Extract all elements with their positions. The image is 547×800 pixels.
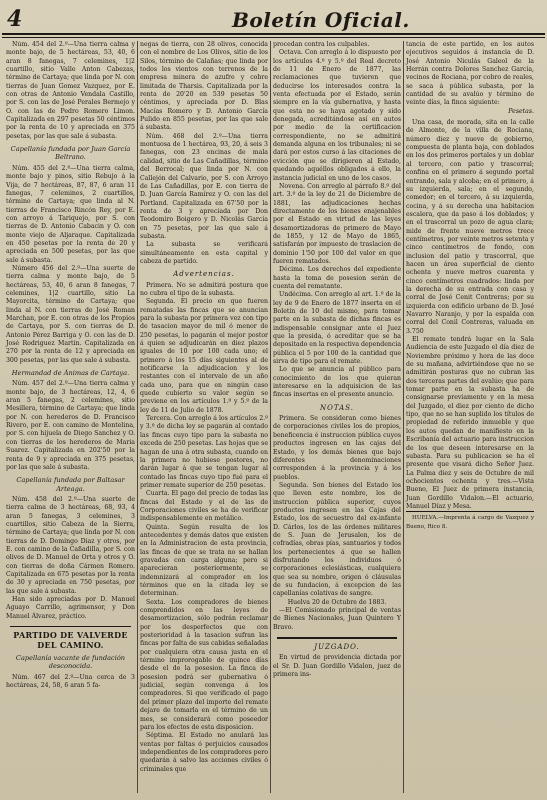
paragraph: Cuarta. El pago del precio de todas las fincas del Estado y el de las de Corporaciones civiles se ha de verificar indispensablemente en metálico.	[140, 490, 268, 523]
paragraph: Séptima. El Estado no anulará las ventas por faltas ó perjuicios causados independientes de los compradores pero quedarán á salvo las acciones civiles ó criminales que	[140, 732, 268, 773]
paragraph: Núm. 458 del 2.º—Una suerte de tierra calma de 3 hectáreas, 68, 93, 4 aran 5 fanegas, 3 celemines, 3 cuartillos, sitio Cabeza de la Sierra, término de Cartaya; que linda por N. con tierras de D. Domingo Diaz y otros, por E. con camino de la Cañadilla, por S. con olivos de D. Manuel de Orta y otros y O. con tierras de doña Cármen Romero. Capitalizada en 675 pesetas por la renta de 30 y apreciada en 750 pesetas, por las que sale á subasta.	[6, 495, 135, 595]
masthead-title: Boletín Oficial.	[232, 8, 410, 32]
paragraph: Núm. 457 del 2.º—Una tierra calma y monte bajo, de 3 hectáreas, 12, 4, 6 aran 5 fanegas, 2 celemines, sitio Mesillera, término de Cartaya; que linda por N. con herederos de D. Francisco Rivero, por E. con camino de Montelina, por S. con hijuela de Diego Sanchez y O. con tierras de los herederos de Maria Suarez. Capitalizada en 202'50 por la renta de 9 y apreciada en 375 pesetas, por las que sale á subasta.	[6, 380, 135, 471]
paragraph: En virtud de providencia dictada por el Sr. D. Juan Gordillo Vidalon, juez de primera ins-	[273, 654, 401, 679]
page-number: 4	[7, 6, 23, 32]
paragraph: La subasta se verificará simultáneamente en esta capital y cabeza de partido.	[140, 241, 268, 265]
paragraph: Octava. Con arreglo á lo dispuesto por los artículos 4.º y 5.º del Real decreto de 11 de Enero de 1877, las reclamaciones que tuvieren que deducirse los interesados contra la venta efectuada por el Estado, serán siempre en la vía gubernativa, y hasta que esta no se haya agotado y sido denegada, acreditándose así en autos por medio de la certificacion correspondiente, no se admitirá demanda alguna en los tribunales; ni se dará por estos curso á las citaciones de evicción que se dirigieren al Estado, quedando aquéllos obligados á ello, la instancia judicial en uno de los casos.	[273, 49, 401, 182]
notas-heading: NOTAS.	[320, 403, 354, 412]
paragraph: Décima. Los derechos del expediente hasta la toma de posesion serán de cuenta del rematante.	[273, 266, 401, 290]
header-rule	[2, 33, 545, 35]
pesetas-label: Pesetas.	[508, 107, 534, 115]
partido-title: PARTIDO DE VALVERDE DEL CAMINO.	[13, 630, 128, 651]
paragraph: procedan contra los culpables.	[273, 41, 370, 48]
column-3	[270, 41, 403, 793]
section-heading: Capellanía fundada por Juan García Beltrano.	[10, 145, 131, 162]
printer-imprint: HUELVA.—Imprenta á cargo de Vazquez y Bueno, Rico 8.	[406, 511, 534, 531]
paragraph: Primera. No se admitirá postura que no cubra el tipo de la subasta.	[140, 281, 268, 297]
section-heading: Capellanía fundada por Baltasar Arteaga.	[16, 476, 125, 493]
paragraph: Número 456 del 2.º—Una suerte de tierra calma y monte bajo, de 5 hectáreas, 53, 40, 6 aran 8 fanegas, 7 celemines, 1|2 cuartillo, sitio La Mayorcita, término de Cartaya; que linda al N. con tierras de José Roman Marchan, por E. con otras de los Propios de Cartaya, por S. con tierras de D. Antonio Pérez Barriga y O. con las de D. José Rodriguez Martin. Capitalizada en 270 por la renta de 12 y apreciada en 300 pesetas, por las que sale á subasta.	[6, 264, 135, 364]
header-rule-thin	[2, 37, 545, 38]
paragraph: Núm. 455 del 2.º—Una tierra calma, monte bajo y pinos, sitio Rebujo á la Vija, de 7 hectáreas, 87, 87, 6 aran 11 fanegas, 7 celemines, 2 cuartillos, término de Cartaya; que linda al N. tierras de Francisco Rincón Rey, por E. con arroyo á Tariquejo, por S. con tierras de D. Antonio Cabacin y O. con monte viejo de Aljaraque. Capitalizada en 450 pesetas por la renta de 20 y apreciada en 500 pesetas, por las que sale á subasta.	[6, 164, 135, 264]
paragraph: Primera. Se consideran como bienes de corporaciones civiles los de propios, beneficencia é instruccion pública cuyos productos ingresen en las cajas del Estado, y los demás bienes que bajo diferentes denominaciones corresponden á la provincia y á los pueblos.	[273, 415, 401, 481]
paragraph: Sexta. Los compradores de bienes comprendidos en las leyes de desamortizacion, sólo podrán reclamar por los desperfectos que con posterioridad á la tasacion sufran las fincas por falta de sus cabidas señaladas por cualquiera otra causa justa en el término improrogable de quince días desde el de la posesion. La finca de posesion podrá ser gubernativa ó judicial, según convenga á los compradores. Si que verificado el pago del primer plazo del importe del remate dejare de tomarla en el término de un mes, se considerará como poseedor para los efectos de esta disposicion.	[140, 598, 268, 731]
advertencias-heading: Advertencias.	[173, 270, 235, 279]
paragraph: Undécima. Con arreglo al art. 1.º de la ley de 9 de Enero de 1877 inserta en el Boletín de 10 del mismo, para tomar parte en la subasta de dichas fincas es indispensable consignar ante el Juez que la presida, ó acreditar que se ha depositado en la respectiva dependencia pública el 5 por 100 de la cantidad que sirva de tipo para el remate.	[273, 291, 402, 366]
date-line: Huelva 20 de Octubre de 1883.	[287, 598, 387, 606]
paragraph: Segunda. Son bienes del Estado los que lleven este nombre, los de instruccion pública superior, cuyos productos ingresen en las Cajas del Estado, los de secuestro del ex-infante D. Cárlos, los de las órdenes militares de S. Juan de Jerusalen, los de cofradías, obras pías, santuarios y todos los pertenecientes á que se hallen disfrutando los individuos ó corporaciones eclesiásticas, cualquiera que sea su nombre, origen ó cláusulas de su fundacion, á excepcion de las capellanías colativas de sangre.	[273, 481, 401, 598]
paragraph: Núm. 467 del 2.º—Una cerca de 3 hectáreas, 24, 58, 6 aran 5 fa-	[6, 673, 135, 690]
paragraph: Lo que se anuncia al público para conocimiento de los que quieran interesarse en la adquisicion de las fincas insertas en el presente anuncio.	[273, 366, 401, 399]
juzgado-heading: JUZGADO.	[314, 643, 360, 652]
signature-line: —El Comisionado principal de ventas de Bienes Nacionales, Juan Quintero Y Bravo.	[273, 607, 401, 631]
paragraph: Núm. 454 del 2.º—Una tierra calma y monte bajo, de 5 hectáreas, 53, 40, 6 aran 8 fanegas, 7 celemines, 1|2 cuartillo, sitio Valle Anton Cabezas, término de Cartaya; que linda por N. con tierras de Juan Gomez Vazquez, por E. con otras de Antonio Vendala Castillo, por S. con las de José Perales Bermejo y O. con las de Pedro Romero Limon. Capitalizada en 297 pesetas 50 céntimos por la renta de 10 y apreciada en 375 pesetas, por las que sale á subasta.	[6, 41, 135, 140]
paragraph: Han sido apreciadas por D. Manuel Aguayo Carrillo, agrimensor, y Don Manuel Álvarez, práctico.	[6, 596, 135, 620]
column-4	[403, 41, 536, 793]
section-heading: Capellanía vacante de fundación desconocida.	[15, 654, 126, 671]
paragraph: negas de tierra, con 28 olivos, conocida con el nombre de Los Olivos, sitio de los Silos, término de Calañas; que linda por todos los vientos con terrenos de la empresa minera de azufre y cobre limitada de Tharsis. Capitalizada por la renta de 20'20 en 539 pesetas 50 céntimos, y apreciada por D. Blas Macías Romero y D. Antonio García Pulido en 855 pesetas, por las que sale á subasta.	[140, 41, 268, 132]
paragraph: tancia de este partido, en los autos ejecutivos seguidos á instancia de D. José Antonio Niculás Galeol de la Herrán contra Dolores Sanchez García, vecinos de Rociana, por cobro de reales, se saca á pública subasta, por la cantidad de su avalúo y término de veinte días, la finca siguiente:	[406, 41, 534, 107]
columns	[4, 41, 545, 793]
divider	[10, 626, 131, 627]
divider	[277, 637, 397, 639]
section-heading: Hermandad de Ánimas de Cartaya.	[11, 369, 130, 378]
paragraph: Tercera. Con arreglo á los artículos 2.º y 3.º de dicha ley se pagarán al contado las fincas cuyo tipo para la subasta no exceda de 250 pesetas. Las hojas que se hagan de una á otra subasta, cuando en la primera no hubiese postores, no darán lugar á que se tengan lugar al contado las fincas cuyo tipo fué para el primer remate superior de 250 pesetas.	[140, 415, 269, 489]
paragraph: Quinta. Según resulta de los antecedentes y demás datos que existen en la Administracion de esta provincia, las fincas de que se trata no se hallan gravadas con carga alguna; pero si aparecieran posteriormente, se indemnizará al comprador en los términos que en la citada ley se determinan.	[140, 523, 268, 598]
paragraph: Segunda. El precio en que fueren rematadas las fincas que se anuncian para la subasta por primera vez con tipo de tasacion mayor de mil ó menor de 250 pesetas, lo pagarán el mejor postor á quien se adjudicarán en diez plazos iguales de 10 por 100 cada uno; el primero á los 15 días siguientes al de notificarse la adjudicacion y los restantes con el intervalo de un año cada uno, para que en ningún caso quede cubierto su valor según se previene en los artículos 1.º y 5.º de la ley de 11 de Julio de 1878.	[140, 298, 268, 414]
paragraph: El remate tendrá lugar en la Sala Audiencia de este Juzgado el día diez de Noviembre próximo y hora de las doce de su mañana, advirtiéndose que no se admitirán posturas que no cubran las dos terceras partes del avalúo; que para tomar parte en la subasta ha de consignarse previamente y en la mesa del Juzgado, el diez por ciento de dicho tipo, que no se han suplido los títulos de propiedad de referido inmueble y que los autos quedan de manifiesto en la Escribanía del actuario para instruccion de los que deseen interesarse en la subasta. Para su publicacion se ha el presente que visará dicho Señor Juez. La Palma diez y seis de Octubre de mil ochocientos ochenta y tres.—Vista Bueno, El Juez de primera instancia, Juan Gordillo Vidalon.—El actuario, Manuel Díaz y Mesa.	[406, 336, 534, 510]
paragraph: Novena. Con arreglo al párrafo 8.º del art. 3.º de la ley de 21 de Diciembre de 1881, las adjudicaciones hechas directamente de los bienes enajenables por el Estado en virtud de las leyes desamortizadoras de primero de Mayo de 1855, y 12 de Mayo de 1865, satisfarán por impuesto de traslacion de dominio 1'50 por 100 del valor en que fueren rematados.	[273, 182, 401, 265]
paragraph: Una casa, de morada, sita en la calle de Almonte, de la villa de Rociana, número diez y nueve de gobierno, compuesta de planta baja, con doblados en los dos primeros portales y un doblar al tercero, con patio y trascorral; confina en el primero á segundo portal entrando, sala y alcoba; en el primero, á su izquierda, sala; en el segundo, comedor; en el tercero, á su izquierda, cocina, y á su derecha una habitacion escalera, que da paso á los doblados; y en el trascorral un pozo de agua clara; mide de frente nueve metros trece centímetros, por veinte metros setenta y cinco centímetros de fondo, con inclusion del patio y trascorral, que hacen un área superficial de ciento ochenta y nueve metros cuarenta y cinco centímetros cuadrados: linda por la derecha de su entrada con casa y corral de José Cenit Contreras; por su izquierda con edificio urbano de D. José Navarro Naranjo, y por la espalda con corral del Conil Contreras, valuada en 3.750	[406, 119, 534, 335]
column-2	[137, 41, 270, 793]
paragraph: Núm. 468 del 2.º—Una tierra montuosa de 1 hectárea, 93, 20, á seis 3 fanegas, con 23 encinas de mala calidad, sitio de Las Cañadillas, término del Berrocal; que linda por N. con Callejón del Calvario, por S. con Arroyo de Las Cañadillas, por E. con tierra de D. Juan García Ramírez y O. con las del Portland. Capitalizada en 67'50 por la renta de 3 y apreciada por Don Teodomiro Boigero y D. Nicolás García en 75 pesetas, por las que sale á subasta.	[140, 132, 268, 240]
column-1	[4, 41, 137, 793]
